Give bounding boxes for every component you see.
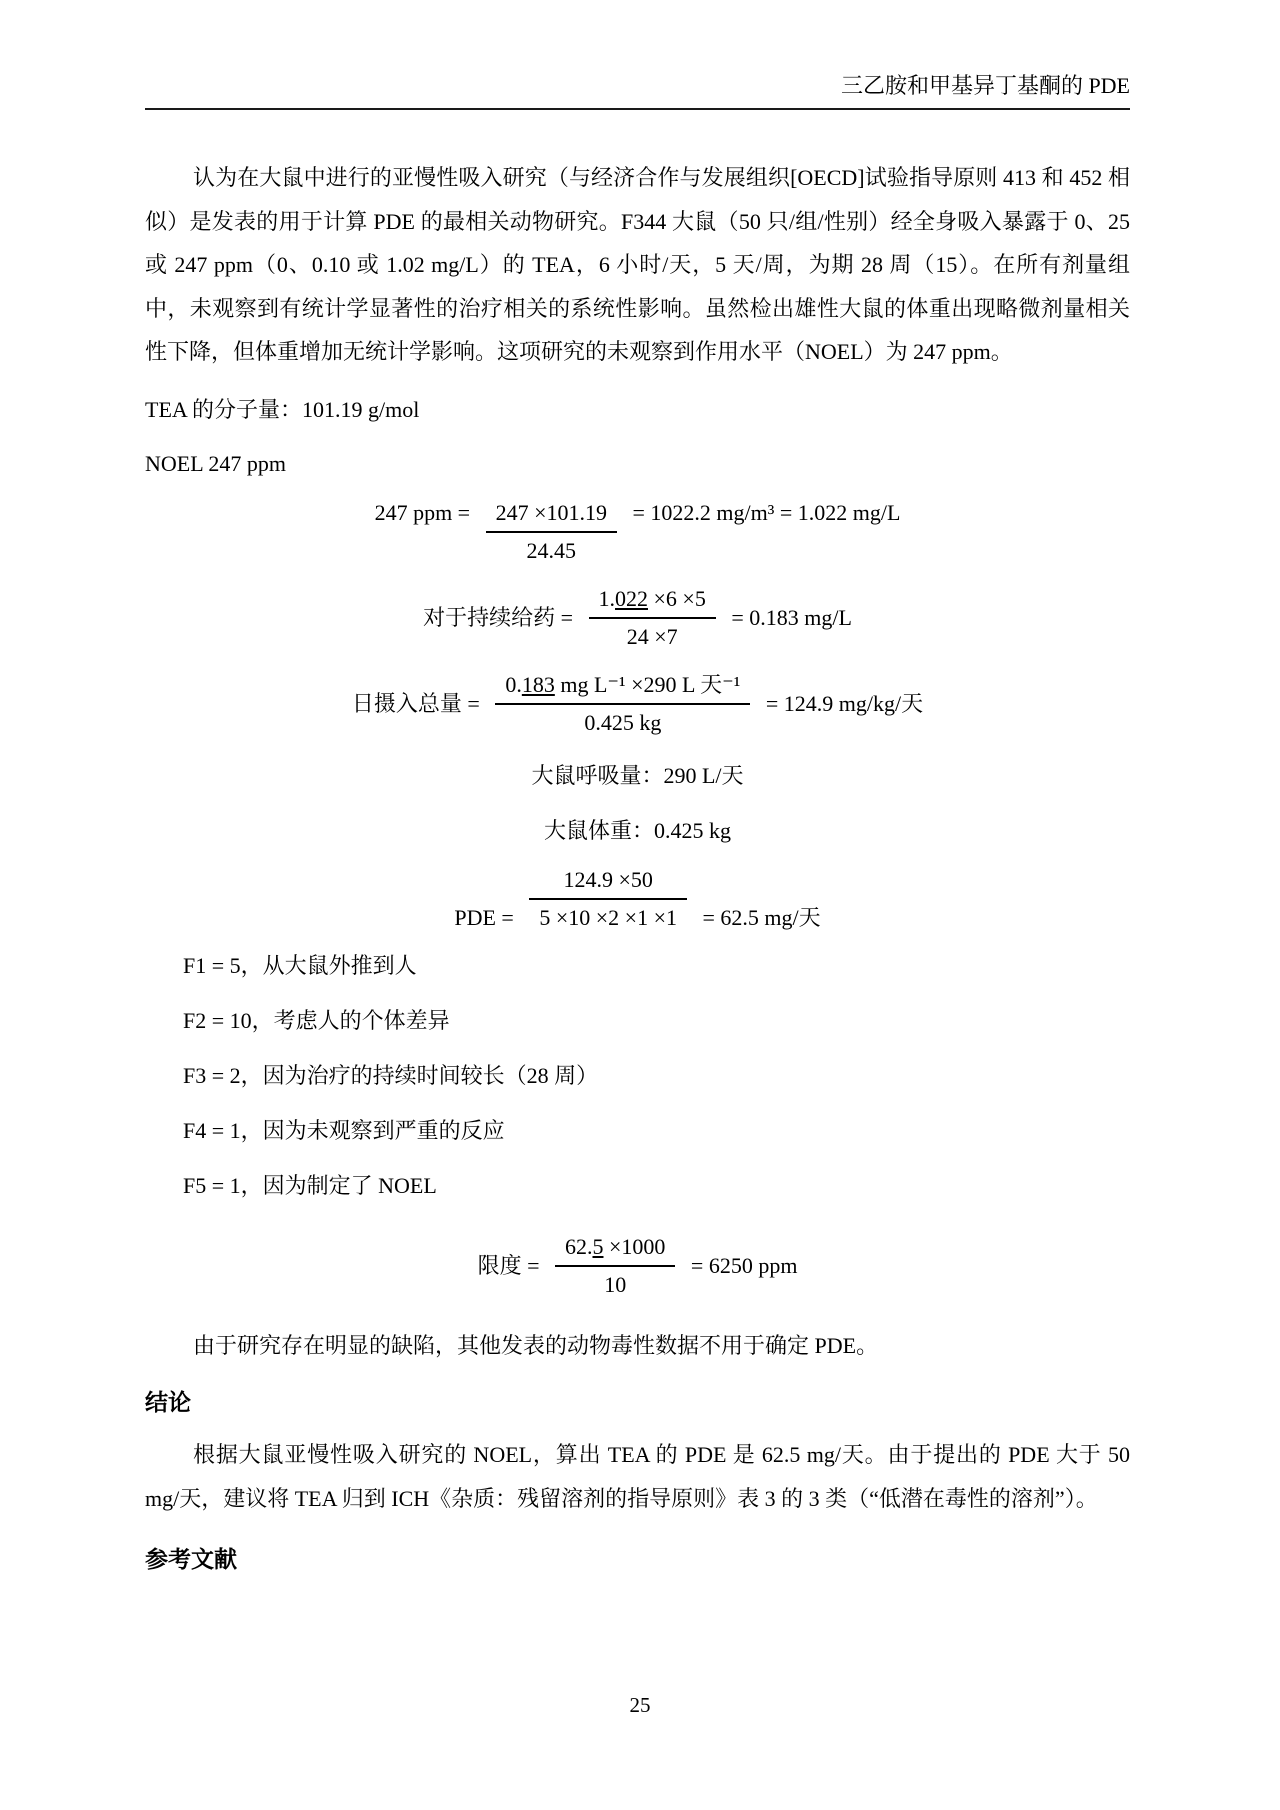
numerator-underlined: 5 [592,1233,604,1259]
fraction-numerator: 247 ×101.19 [486,498,617,533]
factor-f2: F2 = 10，考虑人的个体差异 [183,1007,450,1033]
formula-limit [145,1232,1130,1300]
formula-daily-intake [145,670,1130,738]
fraction [529,865,687,933]
formula-label: PDE = [454,904,520,930]
numerator-underlined: 183 [521,671,555,697]
formula-result: = 124.9 mg/kg/天 [760,690,924,716]
numerator-pre: 62. [564,1233,593,1259]
paragraph-conclusion: 根据大鼠亚慢性吸入研究的 NOEL，算出 TEA 的 PDE 是 62.5 mg/天。由于提出的 PDE 大于 50 mg/天，建议将 TEA 归到 ICH《杂质：残留溶剂的指导原则》表 3 的 3 类（“低潜在毒性的溶剂”）。 [145,1442,1130,1511]
fraction-numerator [589,584,716,619]
formula-result: = 0.183 mg/L [725,604,852,630]
formula-ppm-conversion [145,498,1130,566]
numerator-post: ×1000 [603,1233,666,1259]
line-molecular-weight: TEA 的分子量：101.19 g/mol [145,396,420,422]
formula-result: = 1022.2 mg/m³ = 1.022 mg/L [627,499,901,525]
factor-f4: F4 = 1，因为未观察到严重的反应 [183,1117,505,1143]
fraction [495,670,750,738]
fraction-denominator: 24 ×7 [626,623,678,649]
header-title: 三乙胺和甲基异丁基酮的 PDE [840,73,1130,98]
numerator-pre: 1. [598,585,615,611]
fraction-denominator: 10 [604,1271,627,1297]
page-content [145,0,1130,1582]
formula-result: = 62.5 mg/天 [696,904,821,930]
formula-label: 日摄入总量 = [351,690,486,716]
conclusion-heading: 结论 [145,1390,191,1415]
fraction-denominator: 24.45 [526,537,577,563]
numerator-pre: 0. [505,671,522,697]
factor-f5: F5 = 1，因为制定了 NOEL [183,1172,437,1198]
running-header [145,72,1130,110]
numerator-post: ×6 ×5 [648,585,706,611]
fraction-numerator [495,670,750,705]
line-rat-respiration: 大鼠呼吸量：290 L/天 [531,762,744,788]
formula-label: 限度 = [477,1252,545,1278]
page-number: 25 [629,1693,651,1717]
paragraph-study-description: 认为在大鼠中进行的亚慢性吸入研究（与经济合作与发展组织[OECD]试验指导原则 413 和 452 相似）是发表的用于计算 PDE 的最相关动物研究。F344 大鼠（50 只/组/性别）经全身吸入暴露于 0、25 或 247 ppm（0、0.10 或 1.02 mg/L）的 TEA，6 小时/天，5 天/周，为期 28 周（15）。在所有剂量组中，未观察到有统计学显著性的治疗相关的系统性影响。虽然检出雄性大鼠的体重出现略微剂量相关性下降，但体重增加无统计学影响。这项研究的未观察到作用水平（NOEL）为 247 ppm。 [145,165,1130,364]
line-rat-weight: 大鼠体重：0.425 kg [543,817,731,843]
numerator-underlined: 022 [615,585,648,611]
factor-f3: F3 = 2，因为治疗的持续时间较长（28 周） [183,1062,599,1088]
formula-pde [145,865,1130,933]
formula-label: 247 ppm = [374,499,476,525]
numerator-post: mg L⁻¹ ×290 L 天⁻¹ [554,671,741,697]
fraction-denominator: 5 ×10 ×2 ×1 ×1 [529,898,687,933]
fraction [589,584,716,652]
fraction-numerator: 124.9 ×50 [563,866,653,892]
fraction [486,498,617,566]
fraction-numerator [555,1232,675,1267]
formula-continuous-dosing [145,584,1130,652]
paragraph-data-flaw: 由于研究存在明显的缺陷，其他发表的动物毒性数据不用于确定 PDE。 [193,1332,879,1358]
line-noel: NOEL 247 ppm [145,450,286,476]
formula-result: = 6250 ppm [685,1252,798,1278]
formula-label: 对于持续给药 = [423,604,579,630]
factor-f1: F1 = 5，从大鼠外推到人 [183,952,417,978]
fraction-denominator: 0.425 kg [584,709,662,735]
references-heading: 参考文献 [145,1547,237,1572]
fraction [555,1232,675,1300]
